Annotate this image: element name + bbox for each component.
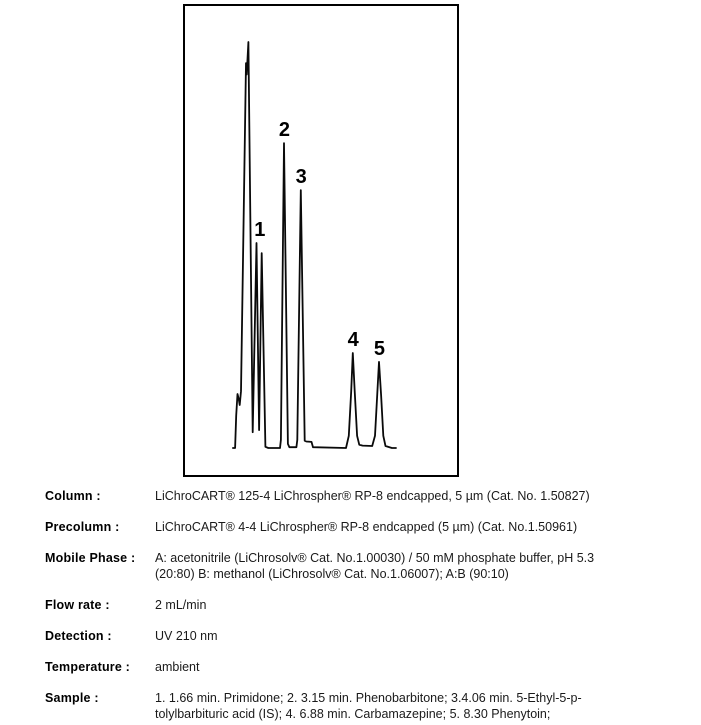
info-value-line: LiChroCART® 4-4 LiChrospher® RP-8 endcapped (5 µm) (Cat. No.1.50961) (155, 520, 578, 534)
info-row-column (45, 488, 695, 504)
info-row-flow-rate (45, 597, 695, 613)
info-value-flow-rate (155, 597, 695, 613)
info-value-line: (20:80) B: methanol (LiChrosolv® Cat. No.1.06007); A:B (90:10) (155, 567, 509, 581)
info-value-sample (155, 690, 695, 722)
info-label-precolumn: Precolumn : (45, 520, 120, 534)
info-row-temperature (45, 659, 695, 675)
info-label-mobile-phase: Mobile Phase : (45, 551, 136, 565)
info-label-detection: Detection : (45, 629, 112, 643)
peak-label-5: 5 (373, 337, 385, 360)
method-info (45, 488, 695, 725)
peak-label-2: 2 (278, 119, 290, 142)
info-row-detection (45, 628, 695, 644)
info-row-mobile-phase (45, 550, 695, 582)
info-value-line: 2 mL/min (155, 598, 207, 612)
info-label-temperature: Temperature : (45, 660, 131, 674)
info-value-line: ambient (155, 660, 200, 674)
info-value-line: UV 210 nm (155, 629, 218, 643)
info-label-column: Column : (45, 489, 101, 503)
info-value-precolumn (155, 519, 695, 535)
info-value-line: 1. 1.66 min. Primidone; 2. 3.15 min. Phenobarbitone; 3.4.06 min. 5-Ethyl-5-p- (155, 691, 582, 705)
info-value-line: LiChroCART® 125-4 LiChrospher® RP-8 endcapped, 5 µm (Cat. No. 1.50827) (155, 489, 590, 503)
info-label-flow-rate: Flow rate : (45, 598, 110, 612)
info-value-line: A: acetonitrile (LiChrosolv® Cat. No.1.00030) / 50 mM phosphate buffer, pH 5.3 (155, 551, 595, 565)
chromatogram-panel (183, 4, 459, 477)
info-value-detection (155, 628, 695, 644)
info-label-sample: Sample : (45, 691, 99, 705)
info-value-column (155, 488, 695, 504)
peak-label-3: 3 (295, 166, 307, 189)
info-value-temperature (155, 659, 695, 675)
peak-label-4: 4 (347, 329, 359, 351)
info-row-precolumn (45, 519, 695, 535)
info-row-sample (45, 690, 695, 722)
info-value-mobile-phase (155, 550, 695, 582)
chromatogram-trace (185, 6, 457, 475)
chromatogram-trace-line (233, 42, 396, 448)
peak-label-1: 1 (254, 219, 266, 241)
info-value-line: tolylbarbituric acid (IS); 4. 6.88 min. Carbamazepine; 5. 8.30 Phenytoin; (155, 707, 551, 721)
